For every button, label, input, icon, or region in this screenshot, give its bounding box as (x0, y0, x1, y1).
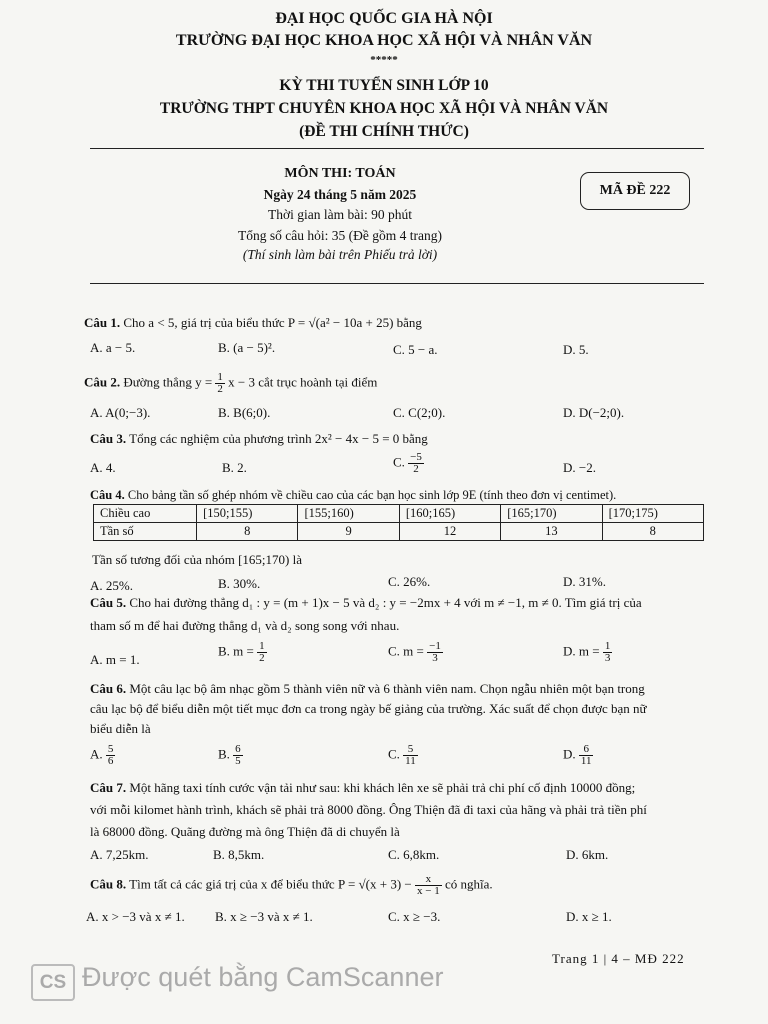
table-cell: [155;160) (298, 505, 399, 523)
q7-option-b: B. 8,5km. (213, 847, 265, 862)
q1-option-a: A. a − 5. (90, 340, 136, 355)
high-school-name: TRƯỜNG THPT CHUYÊN KHOA HỌC XÃ HỘI VÀ NHÂN VĂN (159, 100, 609, 117)
question-2 (84, 372, 377, 395)
fraction: $\frac{6}{5}$ (235, 743, 241, 767)
q6-option-c: C. $\frac{5}{11}$ (388, 743, 416, 767)
question-number: Câu 2. (84, 374, 121, 390)
fraction: $\frac{-5}{2}$ (410, 451, 422, 475)
official-exam-label: (ĐỀ THI CHÍNH THỨC) (299, 123, 469, 140)
info-rule (90, 283, 704, 284)
question-6 (90, 680, 710, 698)
q2-option-a: A. A(0;−3). (90, 405, 151, 420)
table-cell: 9 (298, 523, 399, 541)
q7-option-a: A. 7,25km. (90, 847, 149, 862)
question-3 (90, 430, 428, 448)
question-text-a: Tìm tất cả các giá trị của x để biểu thức P = √(x + 3) − (129, 876, 412, 892)
q4-option-d: D. 31%. (563, 574, 606, 589)
question-number: Câu 6. (90, 681, 127, 696)
table-cell: 8 (197, 523, 298, 541)
question-8 (90, 874, 493, 897)
question-6-line2: câu lạc bộ để biểu diễn một tiết mục đơn ca trong ngày bế giảng của trường. Xác suất để chọn được bạn nữ (90, 701, 647, 716)
q7-option-d: D. 6km. (566, 847, 609, 862)
fraction: $\frac{5}{6}$ (107, 743, 114, 767)
table-cell: [165;170) (501, 505, 602, 523)
question-5-line2: tham số m để hai đường thẳng d₁ và d₂ song song với nhau. (90, 618, 400, 633)
exam-date: Ngày 24 tháng 5 năm 2025 (263, 187, 417, 202)
q8-option-b: B. x ≥ −3 và x ≠ 1. (215, 909, 313, 924)
question-1 (84, 314, 422, 332)
question-text: Cho bảng tần số ghép nhóm về chiều cao của các bạn học sinh lớp 9E (tính theo đơn vị centimet). (127, 488, 617, 502)
question-number: Câu 7. (90, 780, 127, 795)
question-7 (90, 779, 635, 797)
fraction: $\frac{1}{2}$ (217, 371, 223, 395)
q1-option-d: D. 5. (563, 342, 589, 357)
school-name: TRƯỜNG ĐẠI HỌC KHOA HỌC XÃ HỘI VÀ NHÂN VĂN (175, 32, 593, 49)
question-text-a: Đường thẳng y = (123, 374, 213, 390)
question-5 (90, 594, 642, 612)
question-text-b: có nghĩa. (444, 876, 493, 892)
table-row (94, 505, 704, 523)
answer-sheet-note: (Thí sinh làm bài trên Phiếu trả lời) (242, 247, 438, 262)
exam-title: KỲ THI TUYỂN SINH LỚP 10 (279, 77, 489, 94)
stars-divider: ***** (370, 54, 398, 66)
q5-option-c: C. m = $\frac{-1}{3}$ (388, 640, 441, 664)
q5-option-a: A. m = 1. (90, 652, 140, 667)
question-4 (90, 486, 616, 504)
q2-option-d: D. D(−2;0). (563, 405, 625, 420)
subject-label: MÔN THI: TOÁN (284, 166, 396, 181)
q1-option-b: B. (a − 5)². (218, 340, 276, 355)
table-cell: Tần số (94, 523, 197, 541)
table-cell: [150;155) (197, 505, 298, 523)
table-cell: 8 (602, 523, 703, 541)
university-name: ĐẠI HỌC QUỐC GIA HÀ NỘI (275, 10, 493, 27)
page-footer: Trang 1 | 4 – MĐ 222 (552, 951, 685, 966)
table-cell: [170;175) (602, 505, 703, 523)
q4-option-c: C. 26%. (388, 574, 431, 589)
question-6-line3: biểu diễn là (90, 721, 151, 736)
exam-duration: Thời gian làm bài: 90 phút (268, 207, 412, 222)
q3-option-a: A. 4. (90, 460, 116, 475)
question-number: Câu 1. (84, 315, 121, 330)
question-text-b: x − 3 cắt trục hoành tại điểm (228, 374, 378, 390)
question-7-line3: là 68000 đồng. Quãng đường mà ông Thiện đã di chuyển là (90, 824, 400, 839)
question-7-line2: với mỗi kilomet hành trình, khách sẽ phải trả 8000 đồng. Ông Thiện đã đi taxi của hãng và phải trả tiền phí (90, 802, 647, 817)
q8-option-a: A. x > −3 và x ≠ 1. (86, 909, 185, 924)
question-text: Cho hai đường thẳng d₁ : y = (m + 1)x − 5 và d₂ : y = −2mx + 4 với m ≠ −1, m ≠ 0. Tìm giá trị của (129, 595, 642, 610)
question-4-prompt: Tần số tương đối của nhóm [165;170) là (92, 552, 302, 567)
q4-option-a: A. 25%. (90, 578, 133, 593)
q3-option-d: D. −2. (563, 460, 596, 475)
q3-option-c: C. $\frac{-5}{2}$ (393, 451, 422, 475)
table-row (94, 523, 704, 541)
q6-option-d: D. $\frac{6}{11}$ (563, 743, 592, 767)
fraction: $\frac{5}{11}$ (405, 743, 416, 767)
q5-option-b: B. m = $\frac{1}{2}$ (218, 640, 265, 664)
frequency-table (93, 504, 704, 541)
question-text: Tổng các nghiệm của phương trình 2x² − 4x − 5 = 0 bằng (129, 431, 428, 446)
question-text: Cho a < 5, giá trị của biểu thức P = √(a² − 10a + 25) bằng (123, 315, 422, 330)
camscanner-logo-icon: CS (31, 964, 75, 1001)
table-cell: 13 (501, 523, 602, 541)
question-text: Một câu lạc bộ âm nhạc gồm 5 thành viên nữ và 6 thành viên nam. Chọn ngẫu nhiên một bạn trong (129, 681, 645, 696)
question-number: Câu 8. (90, 876, 127, 892)
q6-option-b: B. $\frac{6}{5}$ (218, 743, 241, 767)
q1-option-c: C. 5 − a. (393, 342, 438, 357)
question-number: Câu 4. (90, 488, 125, 502)
fraction: $\frac{1}{3}$ (604, 640, 611, 664)
question-count: Tổng số câu hỏi: 35 (Đề gồm 4 trang) (238, 228, 442, 243)
q6-option-a: A. $\frac{5}{6}$ (90, 743, 114, 767)
fraction: $\frac{6}{11}$ (580, 743, 592, 767)
q8-option-c: C. x ≥ −3. (388, 909, 441, 924)
camscanner-watermark: Được quét bằng CamScanner (82, 962, 444, 992)
table-cell: Chiều cao (94, 505, 197, 523)
q7-option-c: C. 6,8km. (388, 847, 440, 862)
q4-option-b: B. 30%. (218, 576, 261, 591)
header-rule (90, 148, 704, 149)
q2-option-b: B. B(6;0). (218, 405, 271, 420)
fraction: $\frac{x}{x - 1}$ (417, 873, 440, 897)
question-text: Một hãng taxi tính cước vận tải như sau: khi khách lên xe sẽ phải trả chi phí cố định 10000 đồng; (129, 780, 636, 795)
question-number: Câu 5. (90, 595, 127, 610)
table-cell: 12 (399, 523, 500, 541)
exam-code-box: MÃ ĐỀ 222 (580, 172, 690, 210)
question-number: Câu 3. (90, 431, 127, 446)
q3-option-b: B. 2. (222, 460, 247, 475)
table-cell: [160;165) (399, 505, 500, 523)
q8-option-d: D. x ≥ 1. (566, 909, 612, 924)
q5-option-d: D. m = $\frac{1}{3}$ (563, 640, 611, 664)
fraction: $\frac{1}{2}$ (259, 640, 265, 664)
q2-option-c: C. C(2;0). (393, 405, 446, 420)
fraction: $\frac{-1}{3}$ (429, 640, 441, 664)
